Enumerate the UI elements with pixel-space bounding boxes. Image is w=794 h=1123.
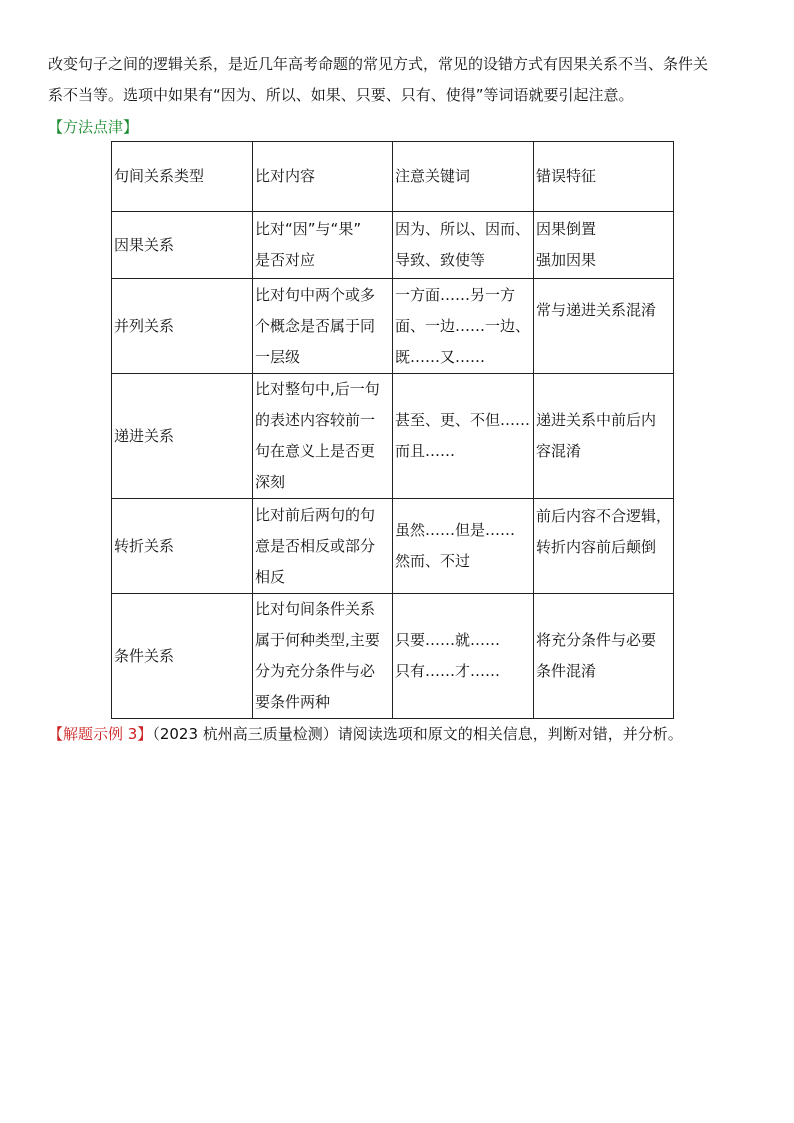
cell-compare <box>253 279 393 374</box>
header-cell-type: 句间关系类型 <box>112 142 253 212</box>
cell-keywords <box>393 212 534 279</box>
cell-type: 递进关系 <box>112 374 253 499</box>
cell-keywords <box>393 374 534 499</box>
cell-line: 面、一边……一边、 <box>395 316 531 335</box>
cell-line: 既……又…… <box>395 347 486 366</box>
cell-errors <box>534 594 674 719</box>
header-cell-keywords: 注意关键词 <box>393 142 534 212</box>
header-cell-compare: 比对内容 <box>253 142 393 212</box>
method-heading: 【方法点津】 <box>48 118 139 136</box>
cell-line: 只有……才…… <box>395 662 501 680</box>
cell-line: 前后内容不合逻辑， <box>536 507 672 525</box>
cell-compare <box>253 499 393 594</box>
table-row <box>112 594 674 719</box>
cell-type: 因果关系 <box>112 212 253 279</box>
header-cell-errors: 错误特征 <box>534 142 674 212</box>
cell-line: 只要……就…… <box>395 631 501 649</box>
cell-type: 转折关系 <box>112 499 253 594</box>
cell-line: 个概念是否属于同 <box>255 316 376 335</box>
cell-line: 常与递进关系混淆 <box>536 301 657 319</box>
table-header-row <box>112 142 674 212</box>
cell-line: 比对句中两个或多 <box>255 285 376 304</box>
table-row <box>112 374 674 499</box>
cell-compare <box>253 374 393 499</box>
cell-keywords <box>393 499 534 594</box>
cell-line: 将充分条件与必要 <box>536 631 657 649</box>
intro-line-2: 系不当等。选项中如果有“因为、所以、如果、只要、只有、使得”等词语就要引起注意。 <box>48 86 634 104</box>
cell-line: 甚至、更、不但…… <box>395 411 531 429</box>
table-row <box>112 279 674 374</box>
cell-line: 比对句间条件关系 <box>255 600 376 618</box>
intro-paragraph <box>48 49 748 111</box>
cell-line: 属于何种类型,主要 <box>255 631 380 649</box>
cell-line: 深刻 <box>255 473 286 491</box>
cell-compare <box>253 594 393 719</box>
cell-line: 然而、不过 <box>395 552 471 570</box>
cell-errors <box>534 279 674 374</box>
cell-errors <box>534 374 674 499</box>
cell-line: 要条件两种 <box>255 693 331 711</box>
relation-table <box>111 141 674 719</box>
example-text: （2023 杭州高三质量检测）请阅读选项和原文的相关信息，判断对错，并分析。 <box>152 725 683 743</box>
table-row <box>112 499 674 594</box>
cell-line: 因为、所以、因而、 <box>395 220 531 238</box>
cell-line: 递进关系中前后内 <box>536 411 657 429</box>
cell-line: 条件混淆 <box>536 662 597 680</box>
cell-line: 的表述内容较前一 <box>255 411 376 429</box>
cell-line: 容混淆 <box>536 442 582 460</box>
intro-line-1: 改变句子之间的逻辑关系，是近几年高考命题的常见方式，常见的设错方式有因果关系不当、条件关 <box>48 55 709 73</box>
cell-line: 导致、致使等 <box>395 251 486 269</box>
cell-line: 比对前后两句的句 <box>255 505 376 524</box>
cell-line: 一层级 <box>255 347 301 366</box>
cell-line: 转折内容前后颠倒 <box>536 538 657 556</box>
cell-errors <box>534 499 674 594</box>
cell-type: 并列关系 <box>112 279 253 374</box>
cell-keywords <box>393 594 534 719</box>
cell-line: 比对整句中,后一句 <box>255 380 380 398</box>
cell-compare <box>253 212 393 279</box>
cell-errors <box>534 212 674 279</box>
example-label: 【解题示例 3】 <box>48 725 153 743</box>
cell-line: 因果倒置 <box>536 220 597 238</box>
cell-line: 比对“因”与“果” <box>255 220 362 238</box>
cell-line: 意是否相反或部分 <box>255 536 376 555</box>
cell-line: 而且…… <box>395 442 456 460</box>
cell-line: 相反 <box>255 567 286 586</box>
cell-line: 句在意义上是否更 <box>255 442 376 460</box>
cell-line: 虽然……但是…… <box>395 521 516 539</box>
cell-line: 强加因果 <box>536 251 597 269</box>
cell-line: 分为充分条件与必 <box>255 662 376 680</box>
table-row <box>112 212 674 279</box>
example-line <box>48 722 683 746</box>
cell-type: 条件关系 <box>112 594 253 719</box>
cell-line: 一方面……另一方 <box>395 285 516 304</box>
cell-line: 是否对应 <box>255 251 316 269</box>
cell-keywords <box>393 279 534 374</box>
